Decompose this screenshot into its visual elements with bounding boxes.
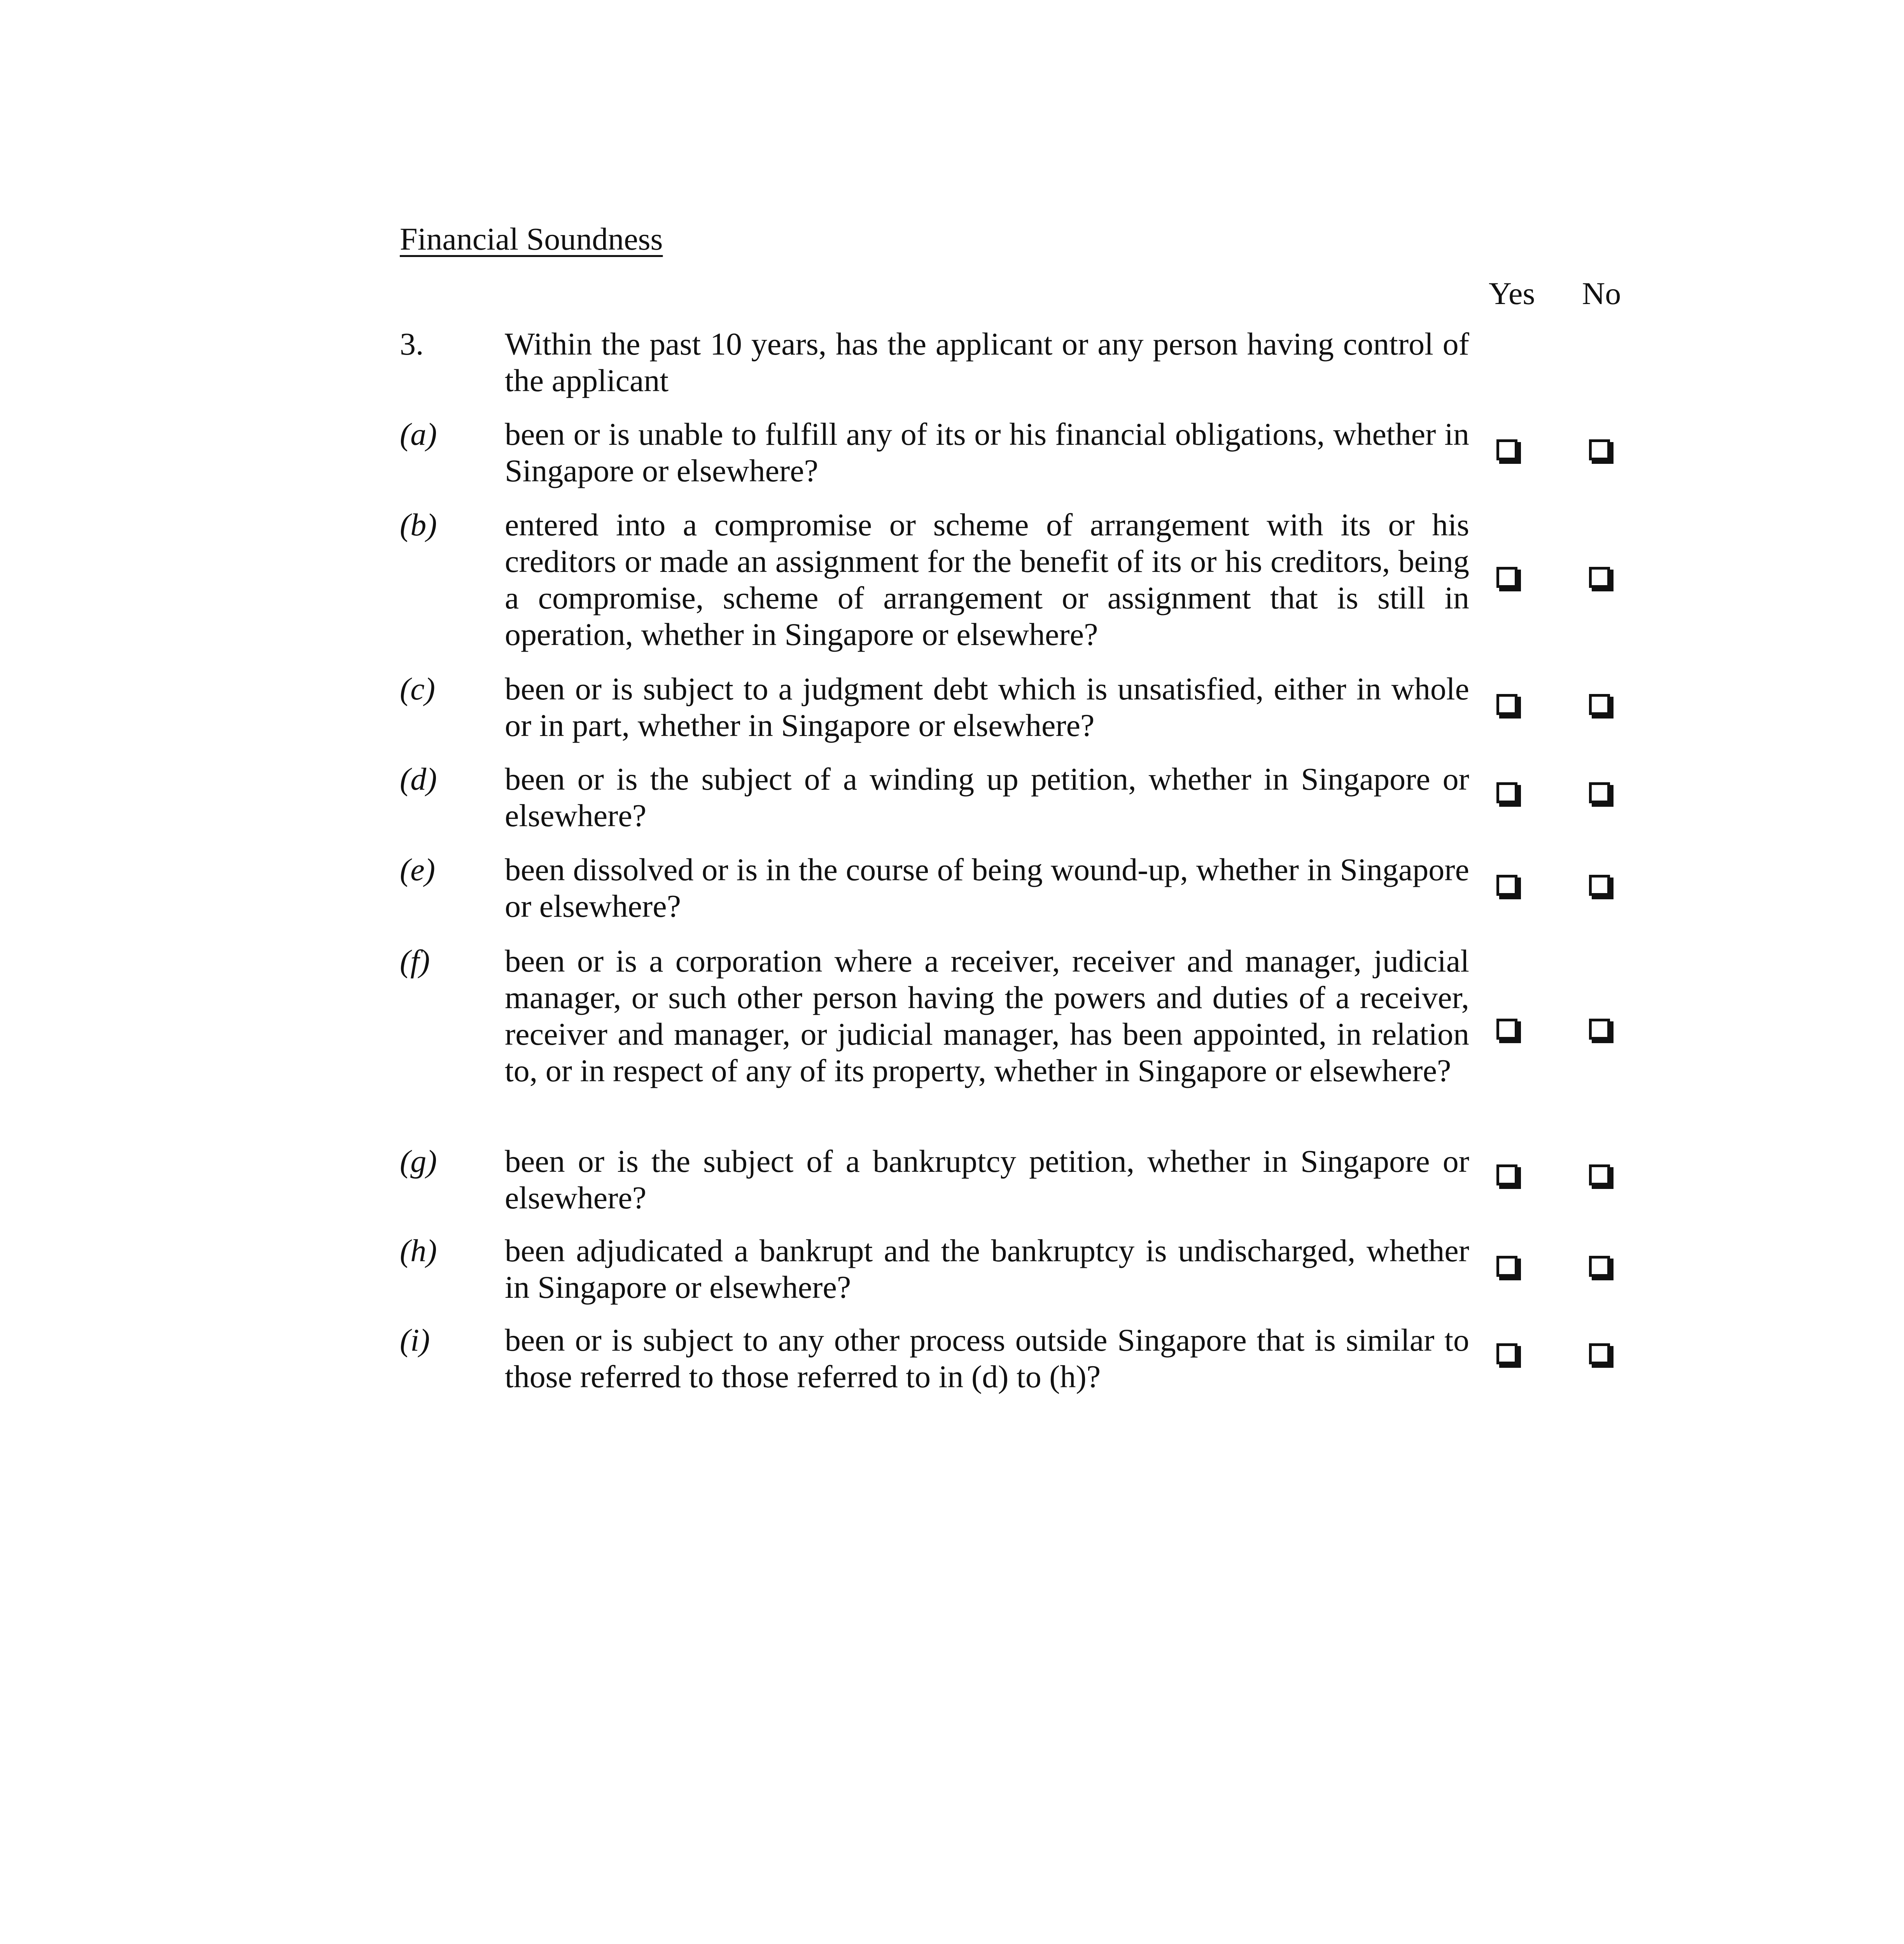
item-label: (e) — [400, 852, 436, 887]
item-label: (a) — [400, 416, 437, 452]
no-checkbox-c[interactable] — [1589, 694, 1610, 715]
item-text: been or is subject to a judgment debt which is unsatisfied, either in whole or in part, whether in Singapore or elsewhere? — [505, 671, 1469, 743]
item-label: (b) — [400, 507, 437, 542]
item-text: been or is a corporation where a receiver, receiver and manager, judicial manager, or such other person having the powers and duties of a receiver, receiver and manager, or judicial manager, has been appointed, in relation to, or in respect of any of its property, whether in Singapore or elsewhere? — [505, 943, 1469, 1088]
no-checkbox-f[interactable] — [1589, 1019, 1610, 1040]
item-text: entered into a compromise or scheme of arrangement with its or his creditors or made an assignment for the benefit of its or his creditors, being a compromise, scheme of arrangement or assignment that is still in operation, whether in Singapore or elsewhere? — [505, 507, 1469, 652]
item-text: been or is unable to fulfill any of its or his financial obligations, whether in Singapore or elsewhere? — [505, 416, 1469, 488]
item-text: been dissolved or is in the course of being wound-up, whether in Singapore or elsewhere? — [505, 852, 1469, 924]
yes-checkbox-i[interactable] — [1496, 1343, 1517, 1364]
item-label: (c) — [400, 671, 436, 706]
no-checkbox-d[interactable] — [1589, 782, 1610, 803]
no-checkbox-g[interactable] — [1589, 1164, 1610, 1185]
no-checkbox-a[interactable] — [1589, 439, 1610, 460]
item-text: been or is the subject of a bankruptcy petition, whether in Singapore or elsewhere? — [505, 1143, 1469, 1215]
yes-checkbox-a[interactable] — [1496, 439, 1517, 460]
item-text: been adjudicated a bankrupt and the bankruptcy is undischarged, whether in Singapore or elsewhere? — [505, 1233, 1469, 1305]
item-label: (d) — [400, 761, 437, 797]
yes-checkbox-e[interactable] — [1496, 875, 1517, 896]
section-title: Financial Soundness — [400, 221, 663, 257]
item-label: (h) — [400, 1233, 437, 1268]
item-label: (g) — [400, 1143, 437, 1179]
no-checkbox-e[interactable] — [1589, 875, 1610, 896]
item-label: (f) — [400, 943, 430, 979]
no-checkbox-h[interactable] — [1589, 1256, 1610, 1277]
item-text: been or is the subject of a winding up petition, whether in Singapore or elsewhere? — [505, 761, 1469, 833]
yes-checkbox-h[interactable] — [1496, 1256, 1517, 1277]
column-header-no: No — [1582, 276, 1621, 311]
no-checkbox-i[interactable] — [1589, 1343, 1610, 1364]
yes-checkbox-g[interactable] — [1496, 1164, 1517, 1185]
yes-checkbox-b[interactable] — [1496, 567, 1517, 588]
yes-checkbox-c[interactable] — [1496, 694, 1517, 715]
yes-checkbox-d[interactable] — [1496, 782, 1517, 803]
column-header-yes: Yes — [1489, 276, 1535, 311]
no-checkbox-b[interactable] — [1589, 567, 1610, 588]
question-intro-text: Within the past 10 years, has the applicant or any person having control of the applicant — [505, 326, 1469, 398]
question-number: 3. — [400, 326, 424, 362]
yes-checkbox-f[interactable] — [1496, 1019, 1517, 1040]
item-label: (i) — [400, 1322, 430, 1358]
item-text: been or is subject to any other process outside Singapore that is similar to those referred to those referred to in (d) to (h)? — [505, 1322, 1469, 1394]
